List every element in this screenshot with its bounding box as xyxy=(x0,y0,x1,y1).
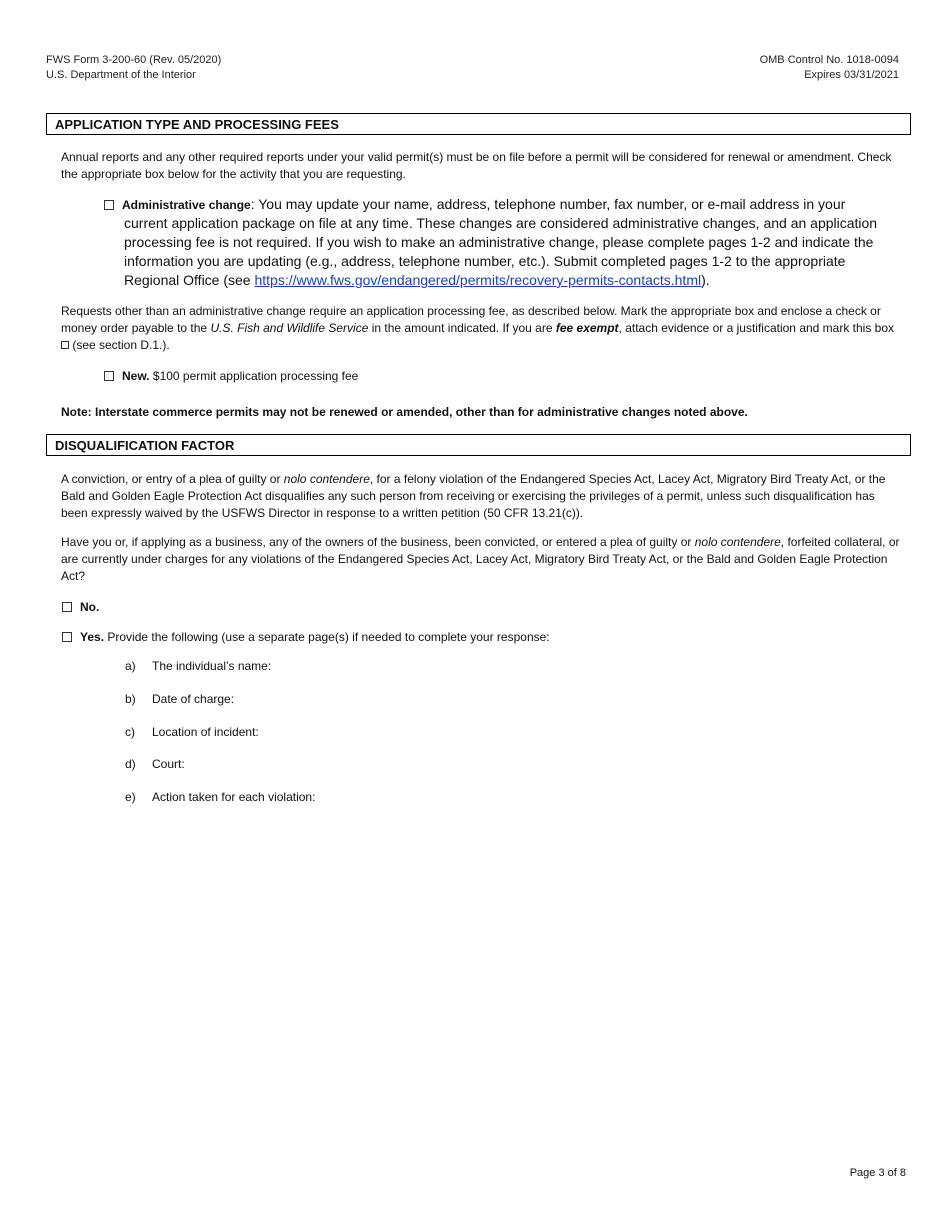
form-number: FWS Form 3-200-60 (Rev. 05/2020) xyxy=(46,54,222,66)
section-header-application-type xyxy=(46,113,911,135)
section-title: DISQUALIFICATION FACTOR xyxy=(55,438,235,453)
p1-text-b: , for a felony violation of the Endangered Species Act, Lacey Act, Migratory Bird Treaty Act, or the Bald and Golden Eagle Protection Act disqualifies any such person from receiving or exercising the privileges of a permit, unless such disqualification has been expressly waived by the USFWS Director in response to a written petition (50 CFR 13.21(c)). xyxy=(61,472,886,520)
p1-italic: nolo contendere xyxy=(283,472,370,486)
p2-text-a: Have you or, if applying as a business, any of the owners of the business, been convicted, or entered a plea of guilty or xyxy=(61,535,695,549)
list-item xyxy=(125,691,234,708)
fee-text-1: Requests other than an administrative change require an application processing fee, as described below. Mark the appropriate box and enclose a check or money order payable to the xyxy=(61,304,881,335)
omb-control: OMB Control No. 1018-0094 xyxy=(759,54,899,66)
administrative-change-option xyxy=(104,195,904,290)
new-permit-label: New. xyxy=(122,369,150,383)
list-text: Date of charge: xyxy=(152,692,235,706)
section-header-disqualification xyxy=(46,434,911,456)
list-letter: c) xyxy=(125,725,135,739)
expires-date: Expires 03/31/2021 xyxy=(804,69,899,81)
page-number: Page 3 of 8 xyxy=(849,1167,906,1179)
yes-text: Provide the following (use a separate page(s) if needed to complete your response: xyxy=(104,630,550,644)
department: U.S. Department of the Interior xyxy=(46,69,196,81)
fee-text-agency: U.S. Fish and Wildlife Service xyxy=(210,321,369,335)
header-left xyxy=(46,53,221,83)
section-title: APPLICATION TYPE AND PROCESSING FEES xyxy=(55,117,339,132)
list-item xyxy=(125,724,259,741)
disqualification-paragraph-2 xyxy=(61,534,903,585)
p2-text-b: , forfeited collateral, or are currently under charges for any violations of the Endangered Species Act, Lacey Act, Migratory Bird Treaty Act, or the Bald and Golden Eagle Protection Act? xyxy=(61,535,900,583)
recovery-permits-contacts-link[interactable]: https://www.fws.gov/endangered/permits/recovery-permits-contacts.html xyxy=(254,272,702,288)
header-right xyxy=(760,53,899,83)
new-permit-option xyxy=(104,368,358,385)
administrative-change-label: Administrative change xyxy=(122,198,251,212)
interstate-note: Note: Interstate commerce permits may not be renewed or amended, other than for administrative changes noted above. xyxy=(61,405,748,419)
list-text: Action taken for each violation: xyxy=(152,790,316,804)
list-letter: b) xyxy=(125,692,136,706)
p1-text-a: A conviction, or entry of a plea of guilty or xyxy=(61,472,284,486)
list-text: The individual’s name: xyxy=(152,659,272,673)
administrative-change-checkbox[interactable] xyxy=(104,200,114,210)
new-permit-checkbox[interactable] xyxy=(104,371,114,381)
fee-paragraph xyxy=(61,303,903,354)
list-letter: e) xyxy=(125,790,136,804)
no-label: No. xyxy=(80,600,100,614)
list-text: Court: xyxy=(152,757,185,771)
list-letter: d) xyxy=(125,757,136,771)
new-permit-text: $100 permit application processing fee xyxy=(149,369,359,383)
yes-checkbox[interactable] xyxy=(62,632,72,642)
fee-text-3: , attach evidence or a justification and mark this box xyxy=(618,321,895,335)
yes-label: Yes. xyxy=(80,630,105,644)
yes-option xyxy=(62,629,550,646)
administrative-change-text-2: current application package on file at any time. These changes are considered administrative changes, and an application processing fee is not required. If you wish to make an administrative change, please complete pages 1-2 and indicate the information you are updating (e.g., address, telephone number, etc.). Submit completed pages 1-2 to the appropriate Regional Office (see xyxy=(124,215,878,288)
p2-italic: nolo contendere xyxy=(694,535,781,549)
no-option xyxy=(62,599,99,616)
list-item xyxy=(125,756,185,773)
fee-text-4: (see section D.1.). xyxy=(69,338,170,352)
administrative-change-text-1: : You may update your name, address, telephone number, fax number, or e-mail address in your xyxy=(250,196,846,212)
fee-exempt-checkbox[interactable] xyxy=(61,341,69,349)
list-item xyxy=(125,658,271,675)
administrative-change-text-end: ). xyxy=(701,272,710,288)
fee-text-2: in the amount indicated. If you are xyxy=(368,321,556,335)
intro-paragraph: Annual reports and any other required reports under your valid permit(s) must be on file before a permit will be considered for renewal or amendment. Check the appropriate box below for the activity that you are requesting. xyxy=(61,150,892,181)
fee-exempt-text: fee exempt xyxy=(555,321,619,335)
no-checkbox[interactable] xyxy=(62,602,72,612)
list-text: Location of incident: xyxy=(152,725,259,739)
list-item xyxy=(125,789,315,806)
disqualification-paragraph-1 xyxy=(61,471,903,522)
list-letter: a) xyxy=(125,659,136,673)
